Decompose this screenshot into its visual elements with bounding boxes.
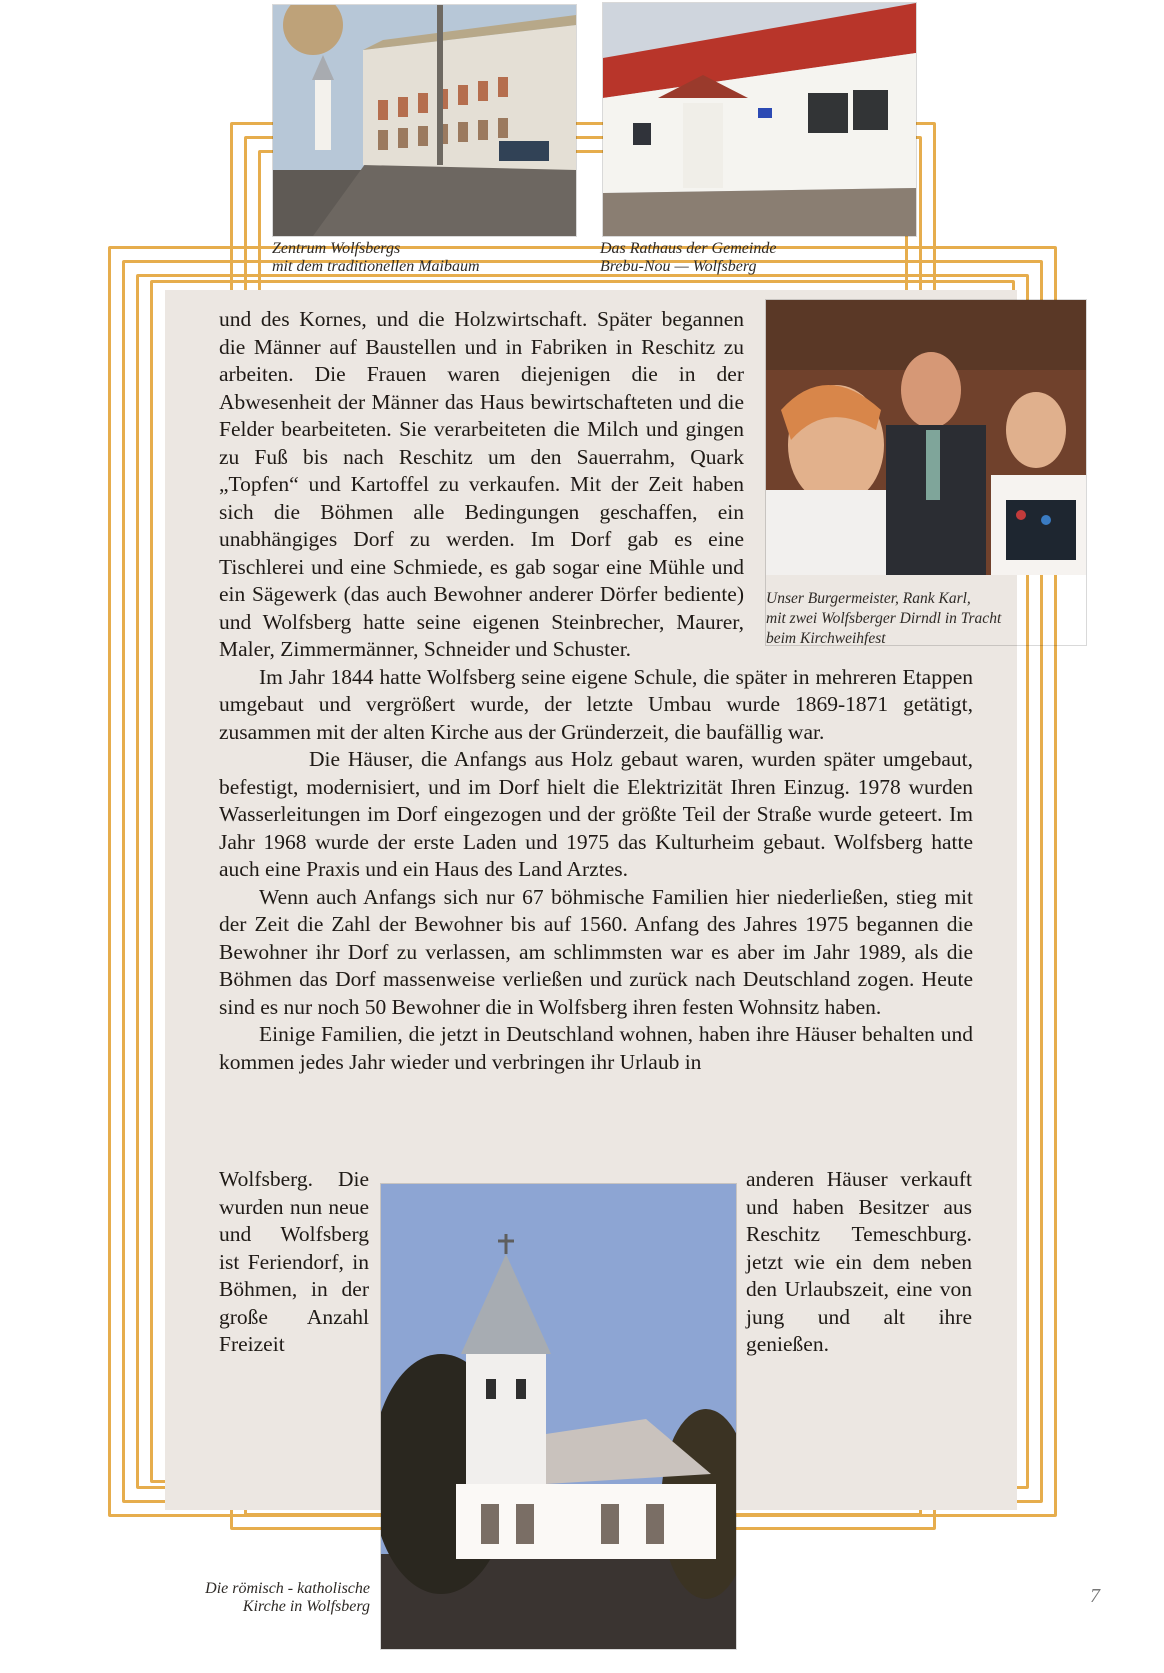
town-hall-photo [603,3,916,236]
village-center-caption: Zentrum Wolfsbergs mit dem traditionellen Maibaum [272,240,480,275]
page-number: 7 [1090,1585,1100,1607]
mayor-photo [766,300,1086,645]
town-hall-caption: Das Rathaus der Gemeinde Brebu-Nou — Wolfsberg [600,240,777,275]
paragraph-3: Die Häuser, die Anfangs aus Holz gebaut waren, wurden später umgebaut, befestigt, modernisiert, und im Dorf hielt die Elektrizität Ihren Einzug. 1978 wurden Wasserleitungen im Dorf eingezogen und der größte Teil der Straße wurde geteert. Im Jahr 1968 wurde der erste Laden und 1975 das Kulturheim gebaut. Wolfsberg hatte auch eine Praxis und ein Haus des Land Arztes. [219,747,973,881]
church-caption: Die römisch - katholische Kirche in Wolfsberg [205,1580,370,1615]
paragraph-4: Wenn auch Anfangs sich nur 67 böhmische Familien hier niederließen, stieg mit der Zeit die Zahl der Bewohner bis auf 1560. Anfang des Jahres 1975 begannen die Bewohner ihr Dorf zu verlassen, am schlimmsten war es aber im Jahr 1989, als die Böhmen das Dorf massenweise verließen und zurück nach Deutschland zogen. Heute sind es nur noch 50 Bewohner die in Wolfsberg ihren festen Wohnsitz haben. [219,884,973,1019]
article-body [219,306,1002,1076]
mayor-caption: Unser Burgermeister, Rank Karl, mit zwei Wolfsberger Dirndl in Tracht beim Kirchweihfest [766,589,1002,645]
church-photo [381,1184,736,1649]
right-column-text: anderen Häuser verkauft und haben Besitzer aus Reschitz Temeschburg. jetzt wie ein dem neben den Urlaubszeit, eine von jung und alt ihre genießen. [746,1167,972,1356]
paragraph-5: Einige Familien, die jetzt in Deutschland wohnen, haben ihre Häuser behalten und kommen jedes Jahr wieder und verbringen ihr Urlaub in [219,1022,973,1074]
paragraph-1: und des Kornes, und die Holzwirtschaft. Später begannen die Männer auf Baustellen und in Fabriken in Reschitz zu arbeiten. Die Frauen waren diejenigen die in der Abwesenheit der Männer das Haus bewirtschafteten und die Felder bearbeiteten. Sie verarbeiteten die Milch und gingen zu Fuß bis nach Reschitz um den Sauerrahm, Quark „Topfen“ und Kartoffel zu verkaufen. Mit der Zeit haben sich die Böhmen alle Bedingungen geschaffen, ein unabhängiges Dorf zu werden. Im Dorf gab es eine Tischlerei und eine Schmiede, es gab sogar eine Mühle und ein Sägewerk (das auch Bewohner anderer Dörfer bediente) und Wolfsberg hatte seine eigenen Steinbrecher, Maurer, Maler, Zimmermänner, Schneider und Schuster. [219,307,744,661]
village-center-photo [273,5,576,236]
left-column-text: Wolfsberg. Die wurden nun neue und Wolfsberg ist Feriendorf, in Böhmen, in der große Anzahl Freizeit [219,1167,369,1356]
paragraph-2: Im Jahr 1844 hatte Wolfsberg seine eigene Schule, die später in mehreren Etappen umgebaut und vergrößert wurde, der letzte Umbau wurde 1869-1871 getätigt, zusammen mit der alten Kirche aus der Gründerzeit, die baufällig war. [219,664,973,744]
